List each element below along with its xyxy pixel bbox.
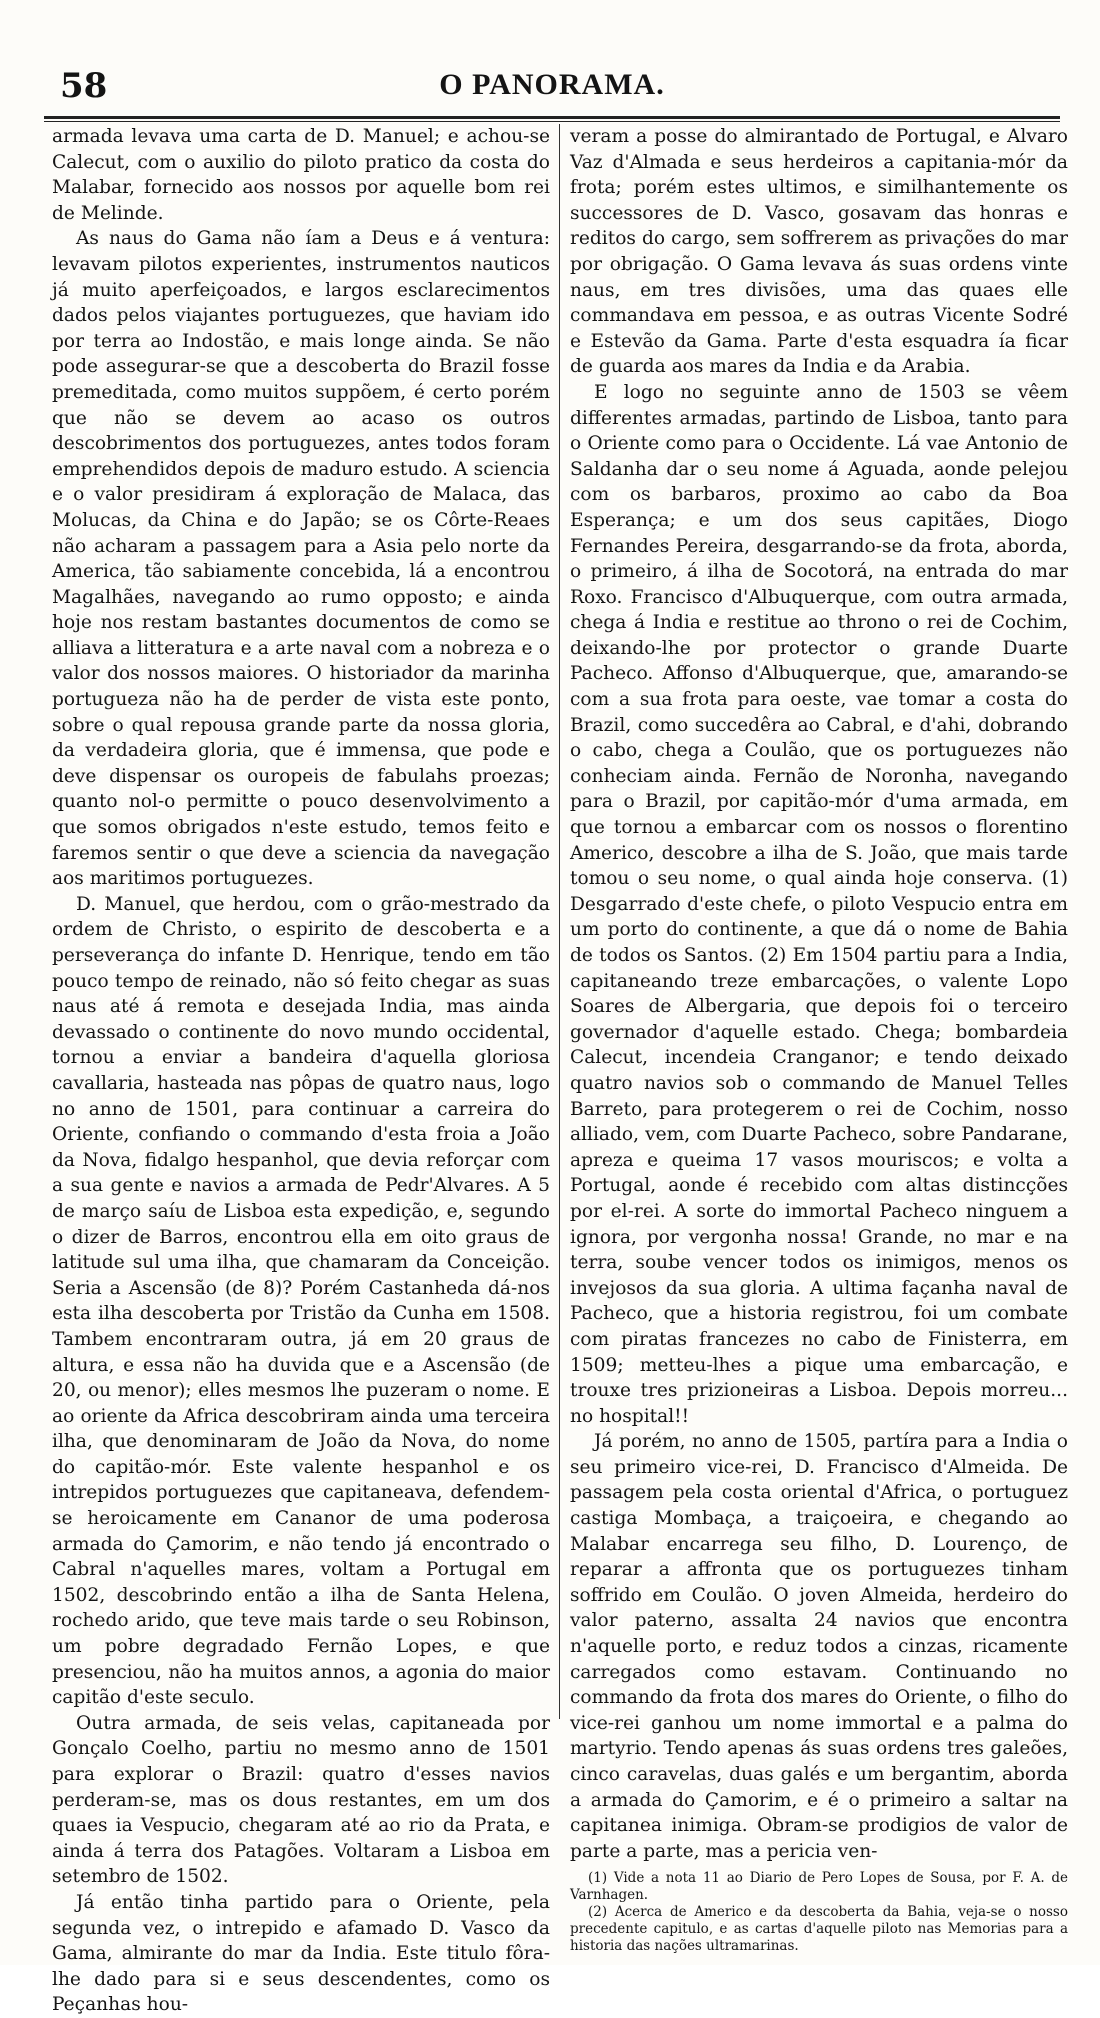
left-column <box>52 124 550 2016</box>
paragraph: Outra armada, de seis velas, capitaneada por Gonçalo Coelho, partiu no mesmo anno de 1501 para explorar o Brazil: quatro d'esses navios perderam-se, mas os dous restantes, em um dos quaes ia Vespucio, chegaram até ao rio da Prata, e ainda á terra dos Patagões. Voltaram a Lisboa em setembro de 1502. <box>52 1712 550 1888</box>
right-column <box>570 124 1068 1955</box>
paragraph: As naus do Gama não íam a Deus e á ventura: levavam pilotos experientes, instrumentos nauticos já muito aperfeiçoados, e largos esclarecimentos dados pelos viajantes portuguezes, que haviam ido por terra ao Indostão, e mais longe ainda. Se não pode assegurar-se que a descoberta do Brazil fosse premeditada, como muitos suppõem, é certo porém que não se devem ao acaso os outros descobrimentos dos portuguezes, antes todos foram emprehendidos depois de maduro estudo. A sciencia e o valor presidiram á exploração de Malaca, das Molucas, da China e do Japão; se os Côrte-Reaes não acharam a passagem para a Asia pelo norte da America, tão sabiamente concebida, lá a encontrou Magalhães, navegando ao rumo opposto; e ainda hoje nos restam bastantes documentos de como se alliava a litteratura e a arte naval com a nobreza e o valor dos nossos maiores. O historiador da marinha portugueza não ha de perder de vista este ponto, sobre o qual repousa grande parte da nossa gloria, da verdadeira gloria, que é immensa, que pode e deve dispensar os ouropeis de fabulahs proezas; quanto nol-o permitte o pouco desenvolvimento a que somos obrigados n'este estudo, temos feito e faremos sentir o que deve a sciencia da navegação aos maritimos portuguezes. <box>52 228 550 890</box>
periodical-title: O PANORAMA. <box>439 68 665 101</box>
footnote: (1) Vide a nota 11 ao Diario de Pero Lopes de Sousa, por F. A. de Varnhagen. <box>570 1870 1068 1904</box>
column-divider <box>559 124 560 1719</box>
header-rule <box>44 116 1060 122</box>
footnote: (2) Acerca de Americo e da descoberta da Bahia, veja-se o nosso precedente capitulo, e as cartas d'aquelle piloto nas Memorias para a historia das nações ultramarinas. <box>570 1904 1068 1955</box>
paragraph: armada levava uma carta de D. Manuel; e achou-se Calecut, com o auxilio do piloto pratico da costa do Malabar, fornecido aos nossos por aquelle bom rei de Melinde. <box>52 126 550 224</box>
paragraph: D. Manuel, que herdou, com o grão-mestrado da ordem de Christo, o espirito de descoberta e a perseverança do infante D. Henrique, tendo em tão pouco tempo de reinado, não só feito chegar as suas naus até á remota e desejada India, mas ainda devassado o continente do novo mundo occidental, tornou a enviar a bandeira d'aquella gloriosa cavallaria, hasteada nas pôpas de quatro naus, logo no anno de 1501, para continuar a carreira do Oriente, confiando o commando d'esta froia a João da Nova, fidalgo hespanhol, que devia reforçar com a sua gente e navios a armada de Pedr'Alvares. A 5 de março saíu de Lisboa esta expedição, e, segundo o dizer de Barros, encontrou ella em oito graus de latitude sul uma ilha, que chamaram da Conceição. Seria a Ascensão (de 8)? Porém Castanheda dá-nos esta ilha descoberta por Tristão da Cunha em 1508. Tambem encontraram outra, já em 20 graus de altura, e essa não ha duvida que e a Ascensão (de 20, ou menor); elles mesmos lhe puzeram o nome. E ao oriente da Africa descobriram ainda uma terceira ilha, que denominaram de João da Nova, do nome do capitão-mór. Este valente hespanhol e os intrepidos portuguezes que capitaneava, defendem-se heroicamente em Cananor de uma poderosa armada do Çamorim, e não tendo já encontrado o Cabral n'aquelles mares, voltam a Portugal em 1502, descobrindo então a ilha de Santa Helena, rochedo arido, que teve mais tarde o seu Robinson, um pobre degradado Fernão Lopes, e que presenciou, não ha muitos annos, a agonia do maior capitão d'este seculo. <box>52 893 550 1709</box>
paragraph: veram a posse do almirantado de Portugal, e Alvaro Vaz d'Almada e seus herdeiros a capitania-mór da frota; porém estes ultimos, e similhantemente os successores de D. Vasco, gosavam das honras e reditos do cargo, sem soffrerem as privações do mar por obrigação. O Gama levava ás suas ordens vinte naus, em tres divisões, uma das quaes elle commandava em pessoa, e as outras Vicente Sodré e Estevão da Gama. Parte d'esta esquadra ía ficar de guarda aos mares da India e da Arabia. <box>570 126 1068 378</box>
page-header <box>44 62 1060 114</box>
page-number: 58 <box>60 66 108 106</box>
paragraph: Já então tinha partido para o Oriente, pela segunda vez, o intrepido e afamado D. Vasco da Gama, almirante do mar da India. Este titulo fôra-lhe dado para si e seus descendentes, como os Peçanhas hou- <box>52 1891 550 2016</box>
footnotes <box>570 1870 1068 1955</box>
paragraph: E logo no seguinte anno de 1503 se vêem differentes armadas, partindo de Lisboa, tanto para o Oriente como para o Occidente. Lá vae Antonio de Saldanha dar o seu nome á Aguada, aonde pelejou com os barbaros, proximo ao cabo da Boa Esperança; e um dos seus capitães, Diogo Fernandes Pereira, desgarrando-se da frota, aborda, o primeiro, á ilha de Socotorá, na entrada do mar Roxo. Francisco d'Albuquerque, com outra armada, chega á India e restitue ao throno o rei de Cochim, deixando-lhe por protector o grande Duarte Pacheco. Affonso d'Albuquerque, que, amarando-se com a sua frota para oeste, vae tomar a costa do Brazil, como succedêra ao Cabral, e d'ahi, dobrando o cabo, chega a Coulão, que os portuguezes não conheciam ainda. Fernão de Noronha, navegando para o Brazil, por capitão-mór d'uma armada, em que tornou a embarcar com os nossos o florentino Americo, descobre a ilha de S. João, que mais tarde tomou o seu nome, o qual ainda hoje conserva. (1) Desgarrado d'este chefe, o piloto Vespucio entra em um porto do continente, a que dá o nome de Bahia de todos os Santos. (2) Em 1504 partiu para a India, capitaneando treze embarcações, o valente Lopo Soares de Albergaria, que depois foi o terceiro governador d'aquelle estado. Chega; bombardeia Calecut, incendeia Cranganor; e tendo deixado quatro navios sob o commando de Manuel Telles Barreto, para protegerem o rei de Cochim, nosso alliado, vem, com Duarte Pacheco, sobre Pandarane, apreza e queima 17 vasos mouriscos; e volta a Portugal, aonde é recebido com altas distincções por el-rei. A sorte do immortal Pacheco ninguem a ignora, por vergonha nossa! Grande, no mar e na terra, soube vencer todos os inimigos, menos os invejosos da sua gloria. A ultima façanha naval de Pacheco, que a historia registrou, foi um combate com piratas francezes no cabo de Finisterra, em 1509; metteu-lhes a pique uma embarcação, e trouxe tres prizioneiras a Lisboa. Depois morreu... no hospital!! <box>570 381 1068 1427</box>
paragraph: Já porém, no anno de 1505, partíra para a India o seu primeiro vice-rei, D. Francisco d'Almeida. De passagem pela costa oriental d'Africa, o portuguez castiga Mombaça, a traiçoeira, e chegando ao Malabar encarrega seu filho, D. Lourenço, de reparar a affronta que os portuguezes tinham soffrido em Coulão. O joven Almeida, herdeiro do valor paterno, assalta 24 navios que encontra n'aquelle porto, e reduz todos a cinzas, ricamente carregados como estavam. Continuando no commando da frota dos mares do Oriente, o filho do vice-rei ganhou um nome immortal e a palma do martyrio. Tendo apenas ás suas ordens tres galeões, cinco caravelas, duas galés e um bergantim, aborda a armada do Çamorim, e é o primeiro a saltar na capitanea inimiga. Obram-se prodigios de valor de parte a parte, mas a pericia ven- <box>570 1431 1068 1862</box>
